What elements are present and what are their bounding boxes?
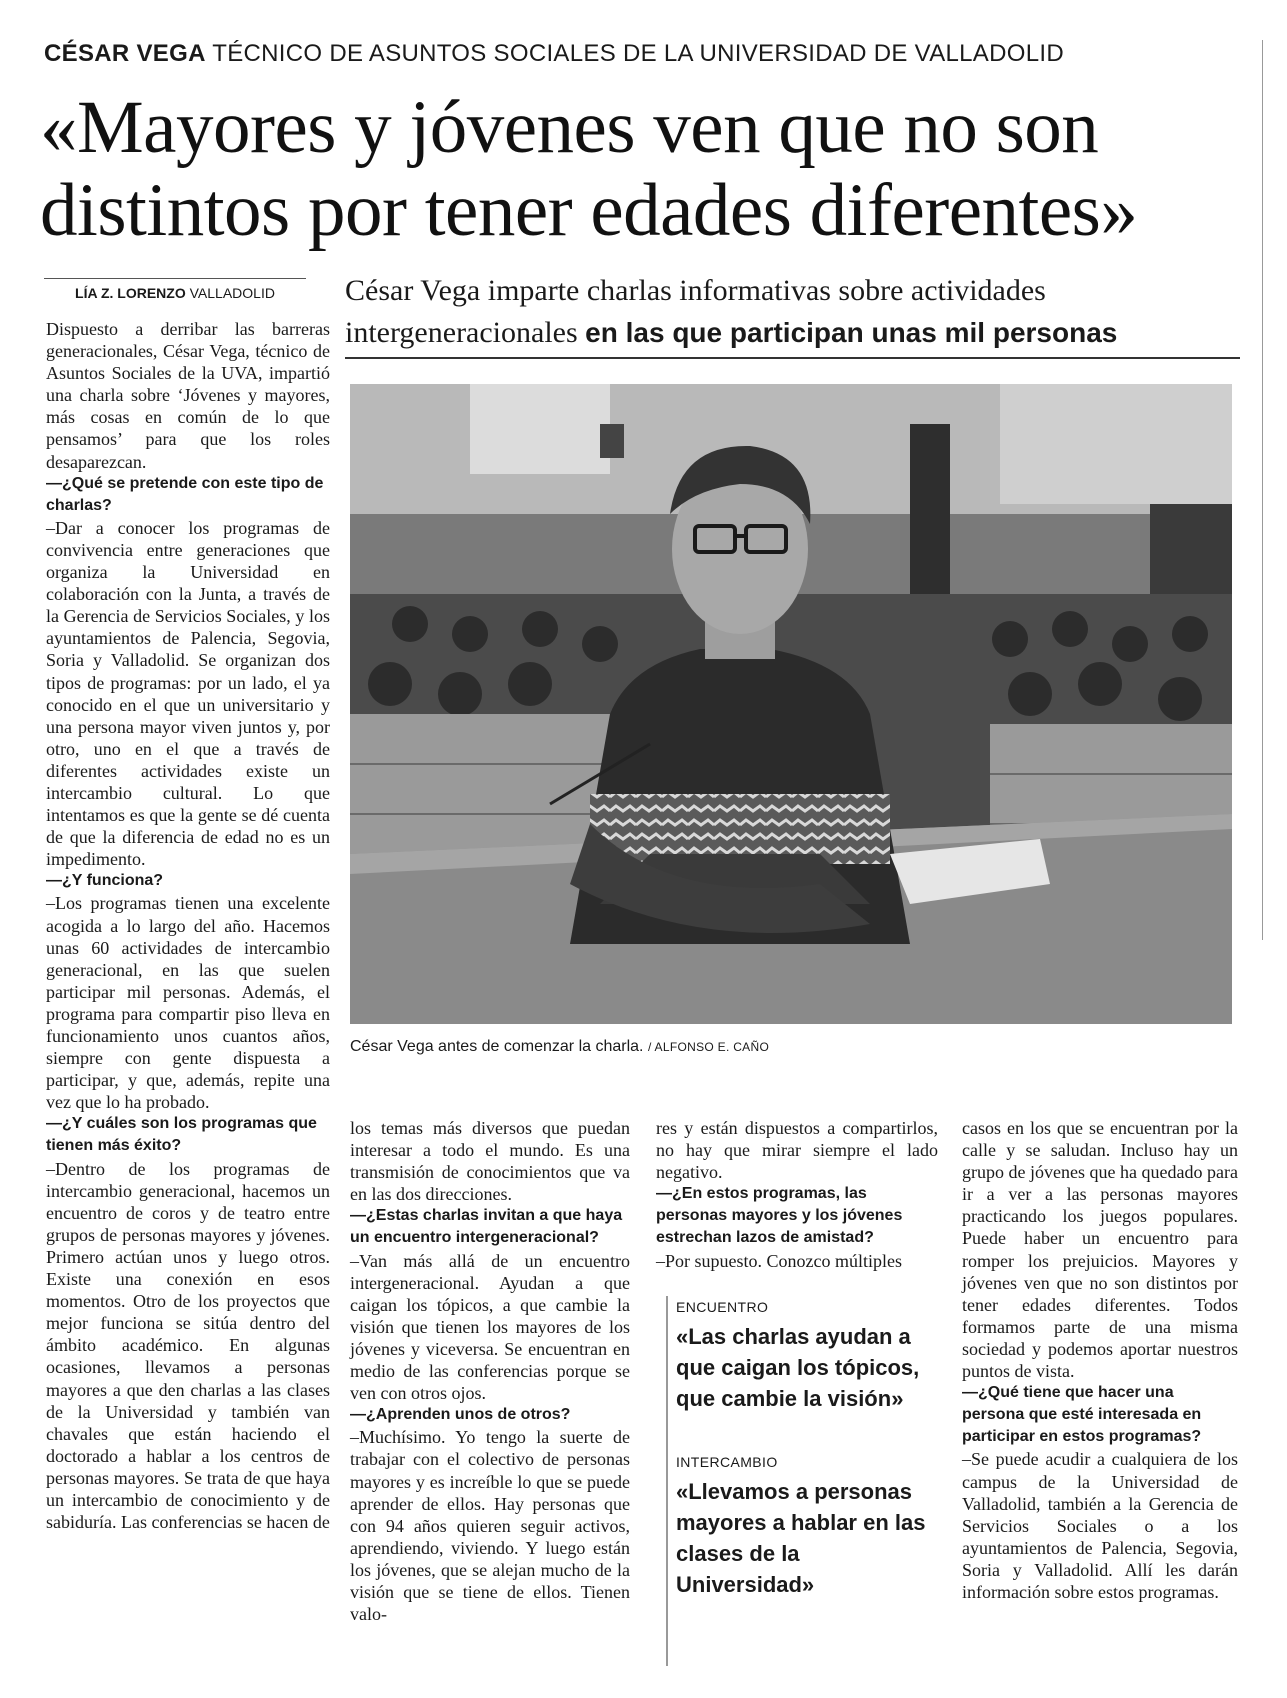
caption-text: César Vega antes de comenzar la charla. (350, 1038, 644, 1055)
body-column-3 (656, 1117, 938, 1272)
headline-line-1: «Mayores y jóvenes ven que no son (40, 86, 1099, 169)
answer: –Van más allá de un encuentro intergeneracional. Ayudan a que caigan los tópicos, a que cambie la visión que tienen los mayores de los jóvenes y viceversa. Se encuentran en medio de las conferencias porque se ven con otros ojos. (350, 1250, 630, 1404)
answer: –Se puede acudir a cualquiera de los campus de la Universidad de Valladolid, también a la Gerencia de Servicios Sociales o a los ayuntamientos de Palencia, Segovia, Soria y Valladolid. Allí les darán información sobre estos programas. (962, 1449, 1238, 1602)
photo-caption (350, 1038, 1230, 1056)
kicker-name: CÉSAR VEGA (44, 40, 206, 67)
question: —¿En estos programas, las personas mayores y los jóvenes estrechan lazos de amistad? (656, 1185, 903, 1247)
deck-line-1: César Vega imparte charlas informativas sobre actividades (345, 274, 1046, 307)
body-column-1 (46, 318, 330, 1533)
answer: –Muchísimo. Yo tengo la suerte de trabajar con el colectivo de personas mayores y es increíble lo que se puede aprender de ellos. Hay personas que con 94 años quieren seguir activos, aprendiendo, viviendo. Y luego están los jóvenes, que se alejan mucho de la visión que se tiene de ellos. Tienen valo- (350, 1427, 630, 1625)
paragraph: los temas más diversos que puedan interesar a todo el mundo. Es una transmisión de conocimientos que va en las dos direcciones. (350, 1118, 630, 1205)
paragraph: casos en los que se encuentran por la calle y se saludan. Incluso hay un grupo de jóvenes que ha quedado para ir a ver a las personas mayores practicando los juegos populares. Puede haber un encuentro para romper los prejuicios. Mayores y jóvenes ven que no son distintos por tener edades diferentes. Todos formamos parte de una misma sociedad y podemos aportar nuestros puntos de vista. (962, 1118, 1238, 1382)
pullquote-text: «Las charlas ayudan a que caigan los tópicos, que cambie la visión» (676, 1324, 920, 1411)
byline-place: VALLADOLID (189, 285, 275, 301)
body-column-2 (350, 1117, 630, 1625)
page-edge-line (1262, 40, 1263, 940)
body-column-4 (962, 1117, 1238, 1603)
answer: –Por supuesto. Conozco múltiples (656, 1250, 902, 1271)
answer: –Dentro de los programas de intercambio generacional, hacemos un encuentro de coros y de teatro entre grupos de personas mayores y jóvenes. Primero actúan unos y luego otros. Existe una conexión en esos momentos. Otro de los proyectos que mejor funciona se sitúa dentro del ámbito académico. En algunas ocasiones, llevamos a personas mayores a que den charlas a las clases de la Universidad y también van chavales que están haciendo el doctorado a hablar a los centros de personas mayores. Se trata de que haya un intercambio de conocimiento y de sabiduría. Las conferencias se hacen de (46, 1158, 330, 1533)
deck (345, 270, 1245, 354)
headline-line-2: distintos por tener edades diferentes» (40, 169, 1138, 252)
pullquote-text: «Llevamos a personas mayores a hablar en las clases de la Universidad» (676, 1479, 926, 1597)
pullquote-label: INTERCAMBIO (676, 1454, 778, 1470)
answer: –Los programas tienen una excelente acogida a lo largo del año. Hacemos unas 60 actividades de intercambio generacional, en las que suelen participar mil personas. Además, el programa para compartir piso lleva en funcionamiento unos cuantos años, siempre con gente dispuesta a participar, y que, además, repite una vez que lo ha probado. (46, 893, 330, 1113)
byline-author: LÍA Z. LORENZO (75, 285, 186, 301)
caption-credit: / ALFONSO E. CAÑO (647, 1040, 770, 1054)
deck-line-2-regular: intergeneracionales (345, 316, 578, 349)
question: —¿Qué se pretende con este tipo de charlas? (46, 474, 324, 514)
deck-line-2-bold: en las que participan unas mil personas (585, 317, 1118, 348)
question: —¿Estas charlas invitan a que haya un encuentro intergeneracional? (350, 1207, 623, 1247)
pullquote-2 (676, 1454, 936, 1600)
intro-paragraph: Dispuesto a derribar las barreras generacionales, César Vega, técnico de Asuntos Sociales de la UVA, impartió una charla sobre ‘Jóvenes y mayores, más cosas en común de lo que pensamos’ para que los roles desaparezcan. (46, 319, 330, 472)
answer: –Dar a conocer los programas de convivencia entre generaciones que organiza la Universidad en colaboración con la Junta, a través de la Gerencia de Servicios Sociales, y los ayuntamientos de Palencia, Segovia, Soria y Valladolid. Se organizan dos tipos de programas: por un lado, el ya conocido en el que un universitario y una persona mayor viven juntos y, por otro, uno en el que a través de diferentes actividades existe un intercambio cultural. Lo que intentamos es que la gente se dé cuenta de que la diferencia de edad no es un impedimento. (46, 517, 330, 870)
pullquote-label: ENCUENTRO (676, 1299, 769, 1315)
pullquote-1 (676, 1299, 936, 1414)
question: —¿Y funciona? (46, 872, 164, 890)
deck-line-2 (345, 312, 1245, 354)
photo-illustration (350, 384, 1232, 1024)
headline (40, 86, 1240, 252)
deck-rule (345, 357, 1240, 359)
article-photo (350, 384, 1232, 1024)
kicker (44, 40, 1224, 68)
byline (44, 278, 306, 301)
pullquote-rule (666, 1296, 668, 1666)
kicker-role: TÉCNICO DE ASUNTOS SOCIALES DE LA UNIVERSIDAD DE VALLADOLID (212, 40, 1064, 67)
question: —¿Y cuáles son los programas que tienen más éxito? (46, 1115, 317, 1155)
paragraph: res y están dispuestos a compartirlos, no hay que mirar siempre el lado negativo. (656, 1118, 938, 1183)
question: —¿Aprenden unos de otros? (350, 1406, 571, 1424)
question: —¿Qué tiene que hacer una persona que esté interesada en participar en estos programas? (962, 1384, 1202, 1446)
